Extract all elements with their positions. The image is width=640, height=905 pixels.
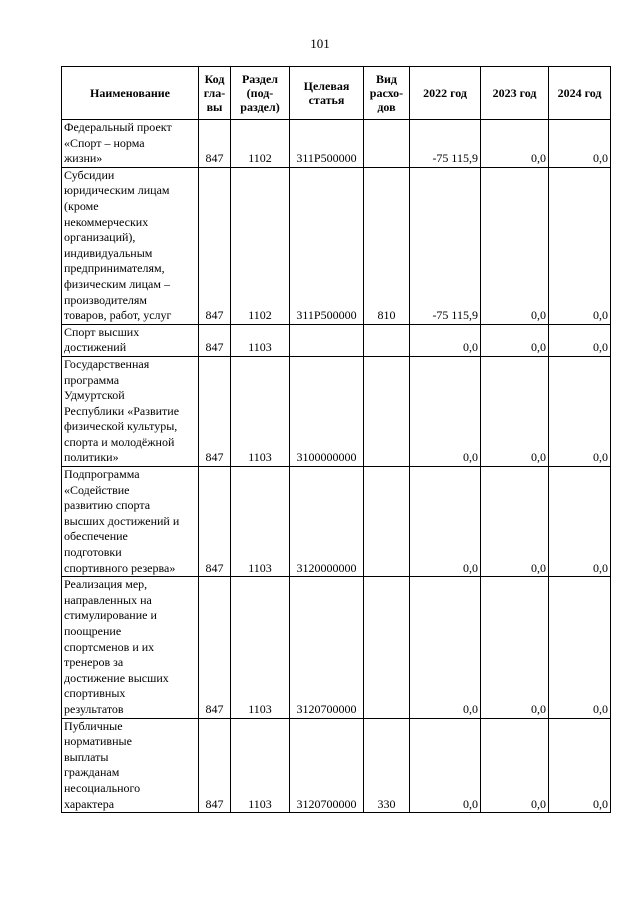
name-line: программа [64,372,120,387]
budget-table [61,66,611,813]
cell-2023: 0,0 [481,120,549,168]
name-line: Спорт высших [64,324,140,339]
name-line: физическим лицам – [64,276,170,291]
name-line: характера [64,796,115,811]
cell-2023: 0,0 [481,467,549,577]
cell-section: 1102 [231,120,290,168]
cell-name [62,718,199,813]
name-line: физической культуры, [64,419,178,434]
name-line: «Спорт – норма [64,135,145,150]
cell-2023: 0,0 [481,324,549,356]
cell-code: 847 [199,356,231,466]
name-line: политики» [64,450,119,465]
name-line: Подпрограмма [64,467,140,482]
header-2024: 2024 год [549,67,611,120]
name-line: индивидуальным [64,245,153,260]
cell-name [62,324,199,356]
name-line: Публичные [64,718,123,733]
header-row [62,67,611,120]
header-code: Код гла- вы [199,67,231,120]
cell-2022: 0,0 [410,467,481,577]
cell-article: 3100000000 [290,356,364,466]
cell-expense-type [364,120,410,168]
cell-name [62,577,199,718]
cell-name [62,167,199,324]
name-line: спортивного резерва» [64,560,176,575]
cell-name [62,120,199,168]
cell-expense-type: 330 [364,718,410,813]
cell-code: 847 [199,324,231,356]
table-row [62,577,611,718]
cell-2022: 0,0 [410,718,481,813]
cell-2022: -75 115,9 [410,167,481,324]
cell-2024: 0,0 [549,356,611,466]
cell-2024: 0,0 [549,577,611,718]
cell-article: 311P500000 [290,167,364,324]
cell-2022: 0,0 [410,577,481,718]
name-line: направленных на [64,592,152,607]
cell-section: 1103 [231,577,290,718]
name-line: спортивных [64,686,126,701]
name-line: стимулирование и [64,608,157,623]
table-row [62,120,611,168]
cell-code: 847 [199,577,231,718]
name-line: спортсменов и их [64,639,155,654]
cell-expense-type [364,324,410,356]
cell-article: 3120700000 [290,718,364,813]
cell-section: 1103 [231,324,290,356]
name-line: жизни» [64,151,103,166]
name-line: выплаты [64,749,109,764]
name-line: некоммерческих [64,214,149,229]
cell-code: 847 [199,467,231,577]
cell-code: 847 [199,167,231,324]
name-line: несоциального [64,780,141,795]
cell-2022: -75 115,9 [410,120,481,168]
header-2023: 2023 год [481,67,549,120]
cell-expense-type [364,467,410,577]
cell-article: 3120700000 [290,577,364,718]
cell-2022: 0,0 [410,324,481,356]
cell-name [62,356,199,466]
cell-code: 847 [199,120,231,168]
header-expense-type: Вид расхо- дов [364,67,410,120]
table-row [62,467,611,577]
name-line: предпринимателям, [64,261,165,276]
name-line: Реализация мер, [64,577,148,592]
name-line: «Содействие [64,482,130,497]
header-name: Наименование [62,67,199,120]
name-line: юридическим лицам [64,183,170,198]
name-line: Государственная [64,356,150,371]
cell-2023: 0,0 [481,577,549,718]
table-row [62,167,611,324]
name-line: Удмуртской [64,388,125,403]
name-line: достижение высших [64,670,169,685]
cell-article: 311P500000 [290,120,364,168]
cell-2024: 0,0 [549,167,611,324]
header-section: Раздел (под- раздел) [231,67,290,120]
name-line: достижений [64,340,127,355]
cell-section: 1103 [231,356,290,466]
name-line: товаров, работ, услуг [64,308,172,323]
name-line: развитию спорта [64,498,151,513]
cell-section: 1103 [231,718,290,813]
header-article: Целевая статья [290,67,364,120]
name-line: поощрение [64,624,122,638]
cell-article [290,324,364,356]
name-line: (кроме [64,198,99,213]
name-line: обеспечение [64,529,128,544]
cell-expense-type [364,577,410,718]
cell-section: 1103 [231,467,290,577]
cell-2024: 0,0 [549,324,611,356]
cell-2022: 0,0 [410,356,481,466]
cell-2023: 0,0 [481,167,549,324]
name-line: подготовки [64,545,122,560]
table-row [62,324,611,356]
cell-section: 1102 [231,167,290,324]
name-line: результатов [64,701,124,716]
name-line: организаций), [64,230,136,245]
cell-2023: 0,0 [481,718,549,813]
page-number: 101 [310,36,330,51]
name-line: спорта и молодёжной [64,434,175,449]
table-body [62,120,611,813]
table-row [62,356,611,466]
cell-name [62,467,199,577]
cell-2024: 0,0 [549,120,611,168]
name-line: производителям [64,292,148,307]
cell-expense-type [364,356,410,466]
name-line: Республики «Развитие [64,403,180,418]
cell-article: 3120000000 [290,467,364,577]
name-line: Субсидии [64,167,115,182]
name-line: тренеров за [64,655,124,670]
name-line: высших достижений и [64,513,180,528]
cell-2024: 0,0 [549,467,611,577]
cell-2023: 0,0 [481,356,549,466]
cell-expense-type: 810 [364,167,410,324]
header-2022: 2022 год [410,67,481,120]
name-line: Федеральный проект [64,120,172,134]
cell-2024: 0,0 [549,718,611,813]
name-line: нормативные [64,734,132,749]
cell-code: 847 [199,718,231,813]
table-row [62,718,611,813]
name-line: гражданам [64,765,120,780]
